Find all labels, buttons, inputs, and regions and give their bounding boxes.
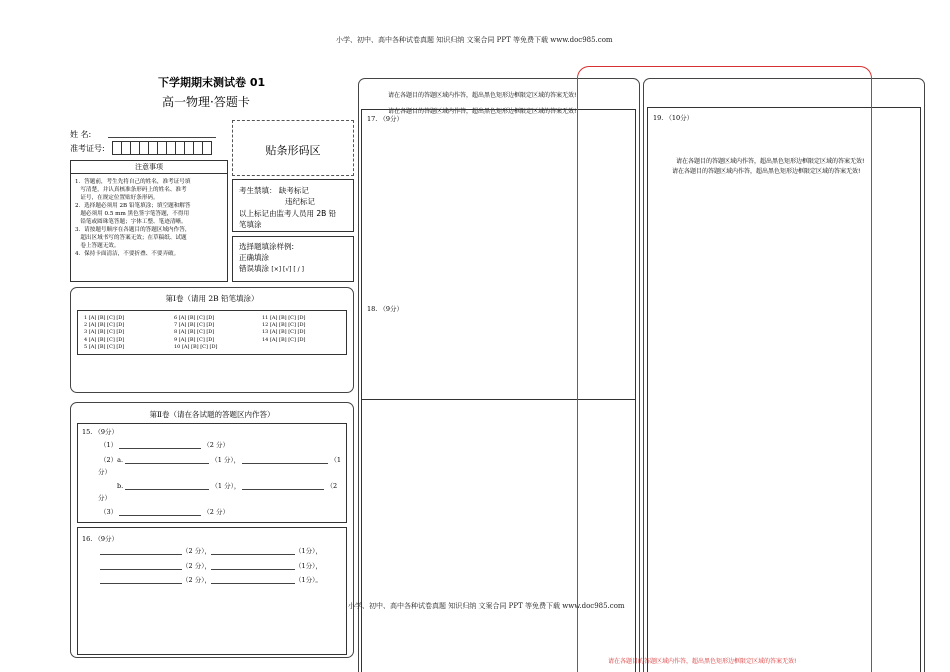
right-warning: 请在各题目的答题区域内作答，超出黑色矩形边框限定区域的答案无效! [672, 168, 861, 175]
absent-mark-box [232, 179, 354, 232]
q16-score: （2 分）， [182, 576, 211, 584]
q16-score: （2 分）， [182, 547, 211, 555]
absent-note: 笔填涂 [239, 220, 262, 229]
name-label: 姓 名: [70, 130, 92, 139]
section1-title: 第Ⅰ卷（请用 2B 铅笔填涂） [165, 294, 259, 303]
q15-p2b-label: b. [117, 482, 124, 490]
q15-p2b-score: （1 分）， [211, 482, 241, 490]
q16-blank[interactable] [211, 583, 295, 584]
notice-item: 2．选择题必须用 2B 铅笔填涂；填空题和解答 [75, 203, 191, 209]
sample-wrong-marks: [×] [√] [ / ] [271, 266, 304, 273]
mc-row[interactable]: 2 [A] [B] [C] [D] [84, 322, 125, 329]
q15-p2b-blank[interactable] [125, 489, 209, 490]
q16-blank[interactable] [211, 554, 295, 555]
q15-part1 [100, 440, 229, 449]
q16-blank[interactable] [100, 554, 182, 555]
q16-score: （2 分）， [182, 562, 211, 570]
mc-row[interactable]: 4 [A] [B] [C] [D] [84, 336, 125, 343]
mid-warning: 请在各题目的答题区域内作答，超出黑色矩形边框限定区域的答案无效! [388, 92, 577, 99]
sample-wrong-label: 错误填涂 [239, 264, 269, 273]
q15-part2b [117, 481, 337, 490]
q15-p2b-blank2[interactable] [242, 489, 324, 490]
sample-title: 选择题填涂样例: [239, 242, 295, 251]
q15-p2a-tail: （1 [330, 456, 341, 464]
sample-correct-label: 正确填涂 [239, 253, 269, 262]
mid-warning: 请在各题目的答题区域内作答，超出黑色矩形边框限定区域的答案无效! [388, 108, 577, 115]
q16-label: 16. （9分） [82, 535, 119, 543]
section1-box [70, 287, 354, 393]
q17-label: 17. （9分） [367, 115, 404, 123]
notice-item: 1．答题前，考生先将自己的姓名，准考证号填 [75, 179, 191, 185]
exam-id-boxes[interactable] [112, 140, 211, 159]
mc-column [174, 315, 217, 351]
mc-row[interactable]: 8 [A] [B] [C] [D] [174, 329, 215, 336]
mid-header-text: 小学、初中、高中各种试卷真题 知识归纳 文案合同 PPT 等免费下载 www.doc985.com [348, 602, 625, 610]
q15-p1-blank[interactable] [119, 448, 201, 449]
notice-item: 写清楚，并认真核准条形码上的姓名、准考 [75, 187, 187, 193]
q16-blank[interactable] [100, 569, 182, 570]
q15-part3 [100, 507, 229, 516]
notice-item: 卷上答题无效。 [75, 243, 120, 249]
q15-p3-score: （2 分） [203, 508, 229, 516]
notice-box [70, 160, 228, 282]
notice-list [71, 174, 227, 262]
q15-p3-blank[interactable] [119, 515, 201, 516]
notice-item: 3．请按题号顺序在各题目的答题区域内作答， [75, 227, 191, 233]
fill-sample-box [232, 236, 354, 282]
red-bottom-warning: 请在各题目的答题区域内作答，超出黑色矩形边框限定区域的答案无效! [608, 658, 797, 665]
mc-row[interactable]: 13 [A] [B] [C] [D] [262, 329, 306, 336]
q15-p2b-tail: （2 [326, 482, 338, 490]
q18-label: 18. （9分） [367, 305, 404, 313]
q15-p2a-blank[interactable] [125, 463, 209, 464]
q16-score: （1分）， [294, 562, 322, 570]
name-field[interactable] [108, 137, 216, 138]
exam-title: 下学期期末测试卷 01 [158, 76, 266, 89]
mc-row[interactable]: 9 [A] [B] [C] [D] [174, 336, 215, 343]
mc-column [262, 315, 305, 344]
q15-part2 [100, 455, 341, 464]
q16-blank[interactable] [211, 569, 295, 570]
mc-row[interactable]: 5 [A] [B] [C] [D] [84, 343, 125, 350]
mc-row[interactable]: 1 [A] [B] [C] [D] [84, 315, 125, 321]
exam-id-label: 准考证号: [70, 144, 105, 153]
q15-p2-label: （2）a. [100, 456, 124, 464]
notice-item: 证号，在规定位置贴好条形码。 [75, 195, 159, 201]
barcode-area [232, 120, 354, 176]
notice-item: 4．保持卡面清洁，不要折叠、不要弄破。 [75, 251, 180, 257]
section2-title: 第Ⅱ卷（请在各试题的答题区内作答） [149, 410, 275, 419]
mc-row[interactable]: 7 [A] [B] [C] [D] [174, 322, 215, 329]
absent-label: 考生禁填： 缺考标记 [239, 186, 309, 195]
mc-column [84, 315, 124, 351]
q16-row [100, 546, 322, 555]
q15-p1-score: （2 分） [203, 441, 229, 449]
sample-wrong-row [239, 263, 304, 274]
q16-score: （1分）。 [294, 576, 322, 584]
exam-subtitle: 高一物理·答题卡 [162, 95, 250, 109]
q15-p1-label: （1） [100, 441, 118, 449]
q15-p2a-blank2[interactable] [242, 463, 328, 464]
notice-item: 铅笔或圆珠笔答题；字体工整、笔迹清晰。 [75, 219, 187, 225]
red-boundary-frame [577, 66, 872, 672]
mc-row[interactable]: 11 [A] [B] [C] [D] [262, 315, 306, 321]
q19-label: 19. （10分） [653, 114, 694, 122]
mc-row[interactable]: 10 [A] [B] [C] [D] [174, 343, 218, 350]
q15-p2a-wrap: 分） [98, 468, 111, 476]
q15-p2a-score: （1 分）， [211, 456, 241, 464]
violation-label: 违纪标记 [285, 197, 315, 206]
absent-note: 以上标记由监考人员用 2B 铅 [239, 209, 337, 218]
q16-row [100, 561, 322, 570]
barcode-label: 贴条形码区 [265, 144, 321, 157]
mc-row[interactable]: 12 [A] [B] [C] [D] [262, 322, 306, 329]
q16-score: （1分）， [294, 547, 322, 555]
notice-item: 超出区域书写的答案无效；在草稿纸、试题 [75, 235, 187, 241]
page-header-text: 小学、初中、高中各种试卷真题 知识归纳 文案合同 PPT 等免费下载 www.doc985.com [336, 36, 613, 44]
q16-blank[interactable] [100, 583, 182, 584]
q16-row [100, 575, 322, 584]
notice-item: 题必须用 0.5 mm 黑色签字笔答题，不得用 [75, 211, 190, 217]
right-warning: 请在各题目的答题区域内作答，超出黑色矩形边框限定区域的答案无效! [676, 158, 865, 165]
mc-grid [77, 310, 347, 355]
q15-label: 15. （9分） [82, 428, 119, 436]
q15-p3-label: （3） [100, 508, 118, 516]
q15-p2b-wrap: 分） [98, 494, 111, 502]
mc-row[interactable]: 3 [A] [B] [C] [D] [84, 329, 125, 336]
mc-row[interactable]: 14 [A] [B] [C] [D] [262, 336, 306, 343]
mc-row[interactable]: 6 [A] [B] [C] [D] [174, 315, 215, 321]
notice-title: 注意事项 [71, 161, 227, 174]
